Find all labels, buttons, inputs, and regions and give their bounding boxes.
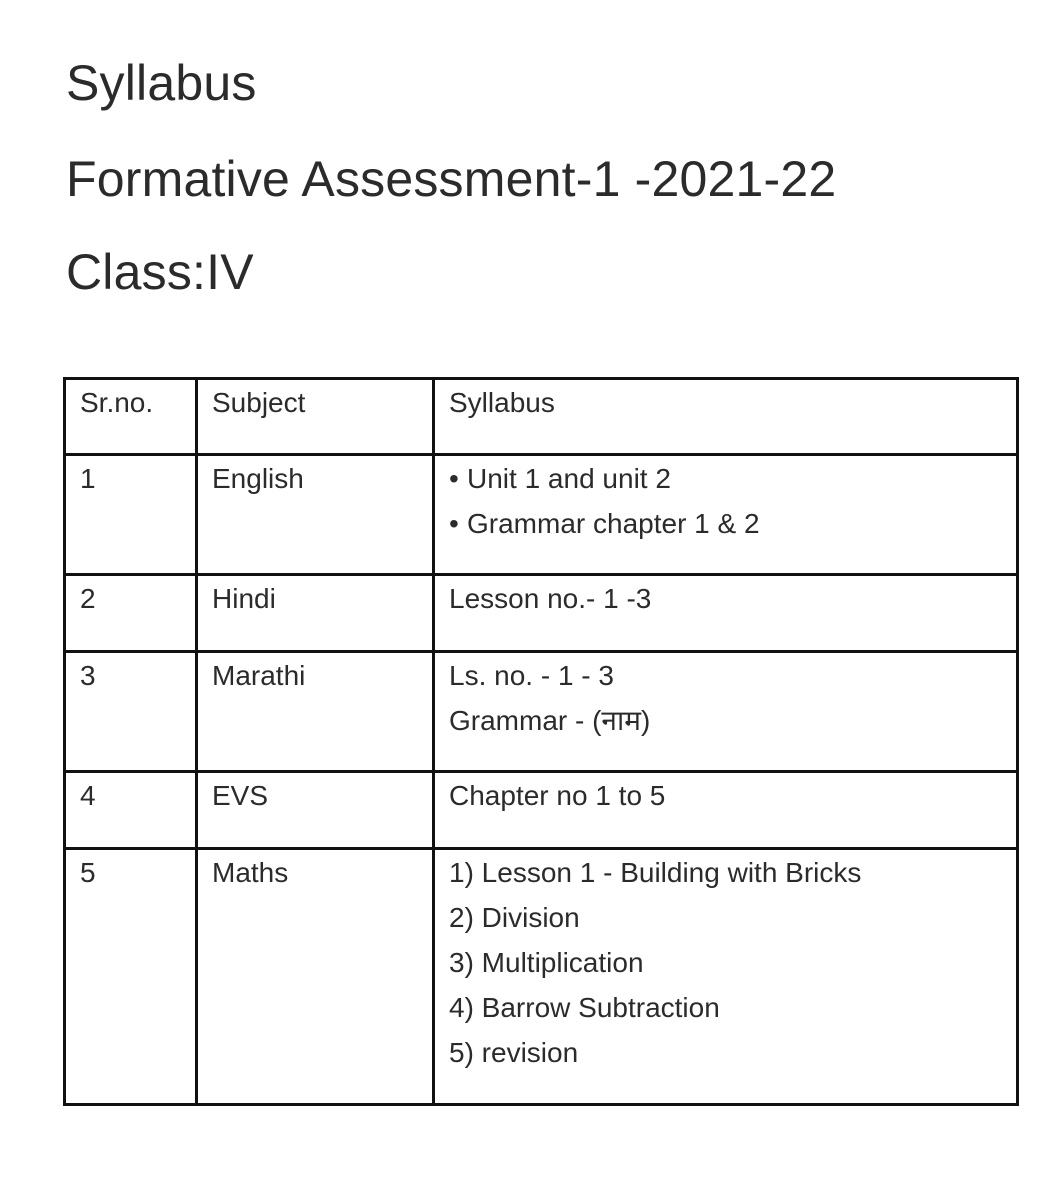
header-srno: Sr.no. (65, 379, 197, 455)
bullet-icon: • (449, 508, 459, 539)
cell-srno: 3 (65, 652, 197, 772)
syllabus-line: 5) revision (449, 1037, 579, 1068)
table-row (65, 772, 1018, 849)
cell-srno: 2 (65, 575, 197, 652)
syllabus-table (63, 377, 1019, 1106)
syllabus-line: 3) Multiplication (449, 947, 644, 978)
cell-srno: 5 (65, 849, 197, 1105)
syllabus-line: Grammar chapter 1 & 2 (467, 508, 760, 539)
cell-subject: EVS (197, 772, 434, 849)
syllabus-line: Chapter no 1 to 5 (449, 780, 666, 811)
table-row (65, 575, 1018, 652)
syllabus-line: Grammar - (नाम) (449, 705, 651, 736)
syllabus-line: Unit 1 and unit 2 (467, 463, 671, 494)
syllabus-line: Lesson no.- 1 -3 (449, 583, 652, 614)
list-item (449, 456, 1002, 501)
cell-syllabus (434, 849, 1018, 1105)
cell-srno: 1 (65, 455, 197, 575)
cell-subject: English (197, 455, 434, 575)
cell-subject: Maths (197, 849, 434, 1105)
page-title: Syllabus (66, 55, 257, 111)
cell-subject: Marathi (197, 652, 434, 772)
syllabus-line: Ls. no. - 1 - 3 (449, 660, 614, 691)
table-row (65, 652, 1018, 772)
cell-srno: 4 (65, 772, 197, 849)
cell-syllabus (434, 455, 1018, 575)
class-label: Class:IV (66, 244, 254, 300)
assessment-title: Formative Assessment-1 -2021-22 (66, 151, 837, 207)
cell-syllabus (434, 772, 1018, 849)
syllabus-line: 2) Division (449, 902, 580, 933)
cell-syllabus (434, 652, 1018, 772)
bullet-icon: • (449, 463, 459, 494)
header-subject: Subject (197, 379, 434, 455)
list-item (449, 501, 1002, 546)
cell-subject: Hindi (197, 575, 434, 652)
header-syllabus: Syllabus (434, 379, 1018, 455)
syllabus-line: 4) Barrow Subtraction (449, 992, 720, 1023)
table-row (65, 849, 1018, 1105)
cell-syllabus (434, 575, 1018, 652)
table-row (65, 455, 1018, 575)
table-header-row (65, 379, 1018, 455)
syllabus-line: 1) Lesson 1 - Building with Bricks (449, 857, 862, 888)
